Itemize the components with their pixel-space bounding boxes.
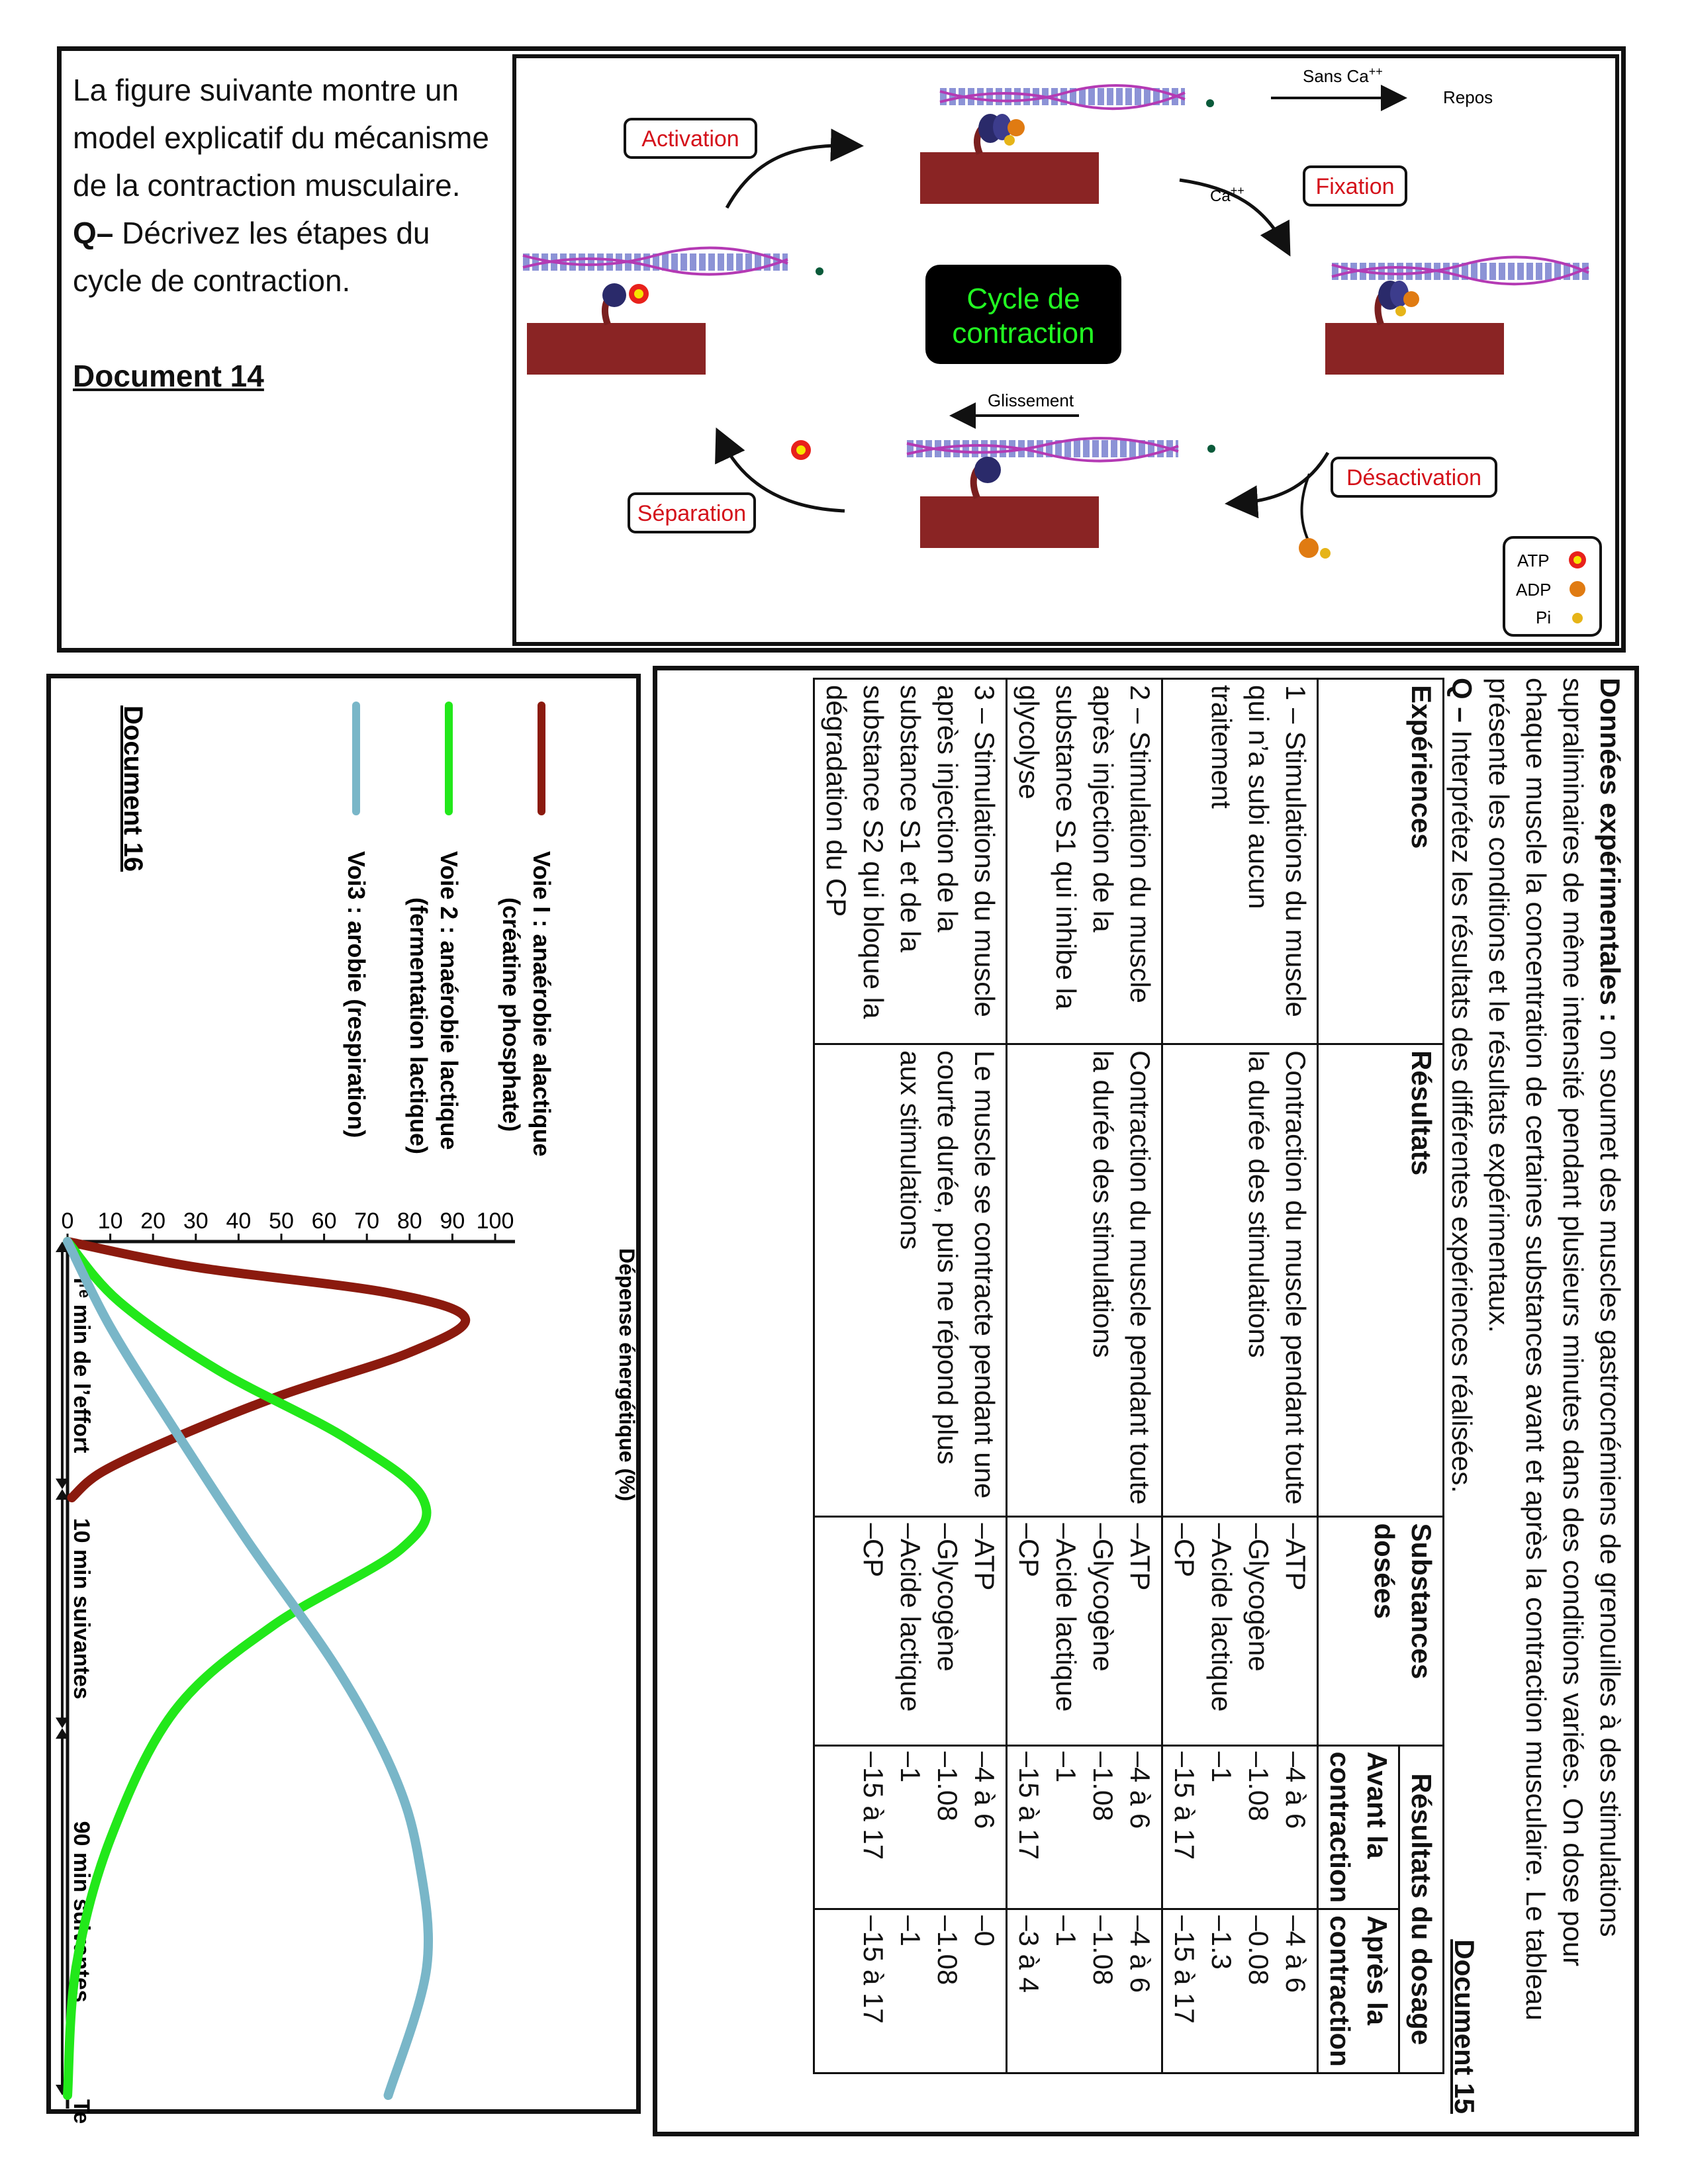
list-item: –1.08 [932,1751,963,1821]
y-tick-label: 80 [397,1208,422,1234]
row2-resultat: Contraction du muscle pendant toute la durée des stimulations [1007,1044,1162,1517]
doc14-question [73,209,503,304]
table-row [1162,679,1318,2073]
y-tick-label: 100 [476,1208,514,1234]
phase-label: 10 min suivantes [69,1518,94,1700]
energy-chart [52,679,639,2124]
list-item: –ATP [1125,1523,1156,1591]
unit-top [920,85,1214,204]
doc15-question-prefix: Q – [1446,678,1477,723]
row3-experience: 3 – Stimulations du muscle après injection de la substance S1 et de la substance S2 qui bloque la dégradation du CP [814,679,1007,1044]
y-tick-label: 70 [354,1208,380,1234]
list-item: –1 [1051,1915,1082,1946]
row2-avant [1007,1745,1162,1909]
header-dosage: Résultats du dosage [1399,1745,1444,2073]
cycle-title-line1: Cycle de [966,283,1080,315]
list-item: –Acide lactique [895,1523,926,1712]
list-item: –4 à 6 [1125,1751,1156,1829]
phase-label: Iʳᵉ min de l’effort [69,1277,94,1453]
legend-item-sub: (fermentation lactique) [405,897,432,1155]
repos-label: Repos [1443,87,1493,107]
y-tick-label: 90 [440,1208,465,1234]
row2-substances [1007,1517,1162,1745]
header-experiences: Expériences [1318,679,1444,1044]
doc15-label: Document 15 [1449,1939,1480,2114]
list-item: –CP [1169,1523,1200,1578]
legend-item-sub: (créatine phosphate) [498,897,525,1132]
doc14-label: Document 14 [73,359,264,393]
list-item: –1.08 [1088,1915,1119,1985]
doc15-table [813,678,1444,2074]
list-item: –15 à 17 [1169,1751,1200,1860]
legend-item-name: Voie 2 : anaérobie lactique [436,851,463,1150]
list-item: –Acide lactique [1206,1523,1237,1712]
doc15-rotated [669,678,1628,2114]
legend-item-name: Voie I : anaérobie alactique [528,851,555,1157]
row1-substances [1162,1517,1318,1745]
list-item: –1 [895,1915,926,1946]
phase-label: 90 min suivantes [69,1821,94,2003]
myosin-bar-top [920,152,1099,204]
y-tick-label: 40 [226,1208,252,1234]
header-apres: Après la contraction [1318,1909,1399,2073]
legend-adp-label: ADP [1516,580,1552,600]
doc15-question [1443,678,1480,2034]
cycle-title-line2: contraction [952,317,1095,349]
header-avant: Avant la contraction [1318,1745,1399,1909]
list-item: –1 [1206,1751,1237,1783]
list-item: –4 à 6 [1280,1751,1311,1829]
chart-legend [343,705,555,1156]
list-item: –Glycogène [932,1523,963,1672]
series-line-1 [68,1242,465,1498]
doc14-question-text: Décrivez les étapes du cycle de contraction. [73,216,430,298]
contraction-cycle-figure [516,58,1615,642]
y-tick-label: 30 [183,1208,209,1234]
plot-area [56,1208,515,2124]
list-item: –ATP [1280,1523,1311,1591]
list-item: –1.08 [1088,1751,1119,1821]
x-axis-label: Te [69,2099,94,2124]
pi-marker [1004,135,1015,146]
myosin-bar-left [527,323,706,375]
y-tick-label: 10 [97,1208,123,1234]
list-item: –3 à 4 [1013,1915,1045,1993]
row1-apres [1162,1909,1318,2073]
row3-resultat: Le muscle se contracte pendant une courte durée, puis ne répond plus aux stimulations [814,1044,1007,1517]
doc14-intro: La figure suivante montre un model explicatif du mécanisme de la contraction musculaire. [73,73,489,203]
label-activation: Activation [641,126,739,152]
list-item: –1.3 [1206,1915,1237,1970]
list-item: –15 à 17 [858,1751,889,1860]
sans-ca-label: Sans Ca++ [1303,65,1383,86]
row3-apres [814,1909,1007,2073]
doc15-intro-bold: Données expérimentales : [1595,678,1626,1023]
energy-chart-rotated [56,705,639,2124]
list-item: –15 à 17 [858,1915,889,2024]
list-item: –4 à 6 [1280,1915,1311,1993]
legend-item-name: Voi3 : arobie (respiration) [343,851,370,1138]
table-row [814,679,1007,2073]
actin-filament-top [940,85,1185,109]
row3-substances [814,1517,1007,1745]
list-item: –0.08 [1243,1915,1274,1985]
row1-resultat: Contraction du muscle pendant toute la durée des stimulations [1162,1044,1318,1517]
table-row [1007,679,1162,2073]
list-item: –Glycogène [1243,1523,1274,1672]
y-tick-label: 20 [140,1208,166,1234]
list-item: –0 [969,1915,1000,1946]
doc14-question-prefix: Q– [73,216,114,250]
list-item: –1.08 [932,1915,963,1985]
y-axis-label: Dépense énergétique (%) [615,1248,639,1502]
unit-right [1325,257,1589,375]
row2-apres [1007,1909,1162,2073]
glissement-label: Glissement [988,390,1074,410]
list-item: –1.08 [1243,1751,1274,1821]
y-tick-label: 50 [269,1208,294,1234]
legend-pi-label: Pi [1536,608,1552,627]
doc15-question-text: Interprétez les résultats des différentes expériences réalisées. [1446,730,1477,1493]
unit-bottom [907,438,1215,548]
myosin-bar-bottom [920,496,1099,548]
doc15-intro-text: on soumet des muscles gastrocnémiens de grenouilles à des stimulations supraliminaires de même intensité pendant plusieurs minutes dans des conditions variées. On dose pour chaque muscle la concentration de certaines substances avant et après la contraction musculaire. Le tableau présente les conditions et le résultats expérimentaux. [1483,678,1626,2021]
label-separation: Séparation [637,501,747,526]
unit-left [523,248,823,375]
row2-experience: 2 – Stimulation du muscle après injection de la substance S1 qui inhibe la glycolyse [1007,679,1162,1044]
header-resultats: Résultats [1318,1044,1444,1517]
legend-atp-label: ATP [1517,551,1550,570]
doc14-text [73,66,503,400]
doc16-label: Document 16 [118,705,148,872]
list-item: –15 à 17 [1013,1751,1045,1860]
list-item: –Acide lactique [1051,1523,1082,1712]
list-item: –15 à 17 [1169,1915,1200,2024]
legend-adp-icon [1570,581,1585,597]
myosin-bar-right [1325,323,1504,375]
arrow-desactivation [1238,453,1328,503]
label-fixation: Fixation [1315,174,1395,199]
arrow-release-adp [1302,474,1310,540]
row1-avant [1162,1745,1318,1909]
list-item: –4 à 6 [1125,1915,1156,1993]
list-item: –1 [1051,1751,1082,1783]
molecule-legend [1504,537,1601,635]
row3-avant [814,1745,1007,1909]
adp-marker [1008,119,1025,136]
legend-pi-icon [1572,613,1583,623]
y-tick-label: 0 [61,1208,74,1234]
label-desactivation: Désactivation [1346,465,1482,490]
list-item: –ATP [969,1523,1000,1591]
header-substances: Substances dosées [1318,1517,1444,1745]
list-item: –1 [895,1751,926,1783]
ca-label: Ca++ [1210,184,1244,205]
list-item: –Glycogène [1088,1523,1119,1672]
y-tick-label: 60 [311,1208,337,1234]
row1-experience: 1 – Stimulations du muscle qui n’a subi aucun traitement [1162,679,1318,1044]
list-item: –4 à 6 [969,1751,1000,1829]
list-item: –CP [858,1523,889,1578]
doc15-intro [1443,678,1628,2034]
list-item: –CP [1013,1523,1045,1578]
